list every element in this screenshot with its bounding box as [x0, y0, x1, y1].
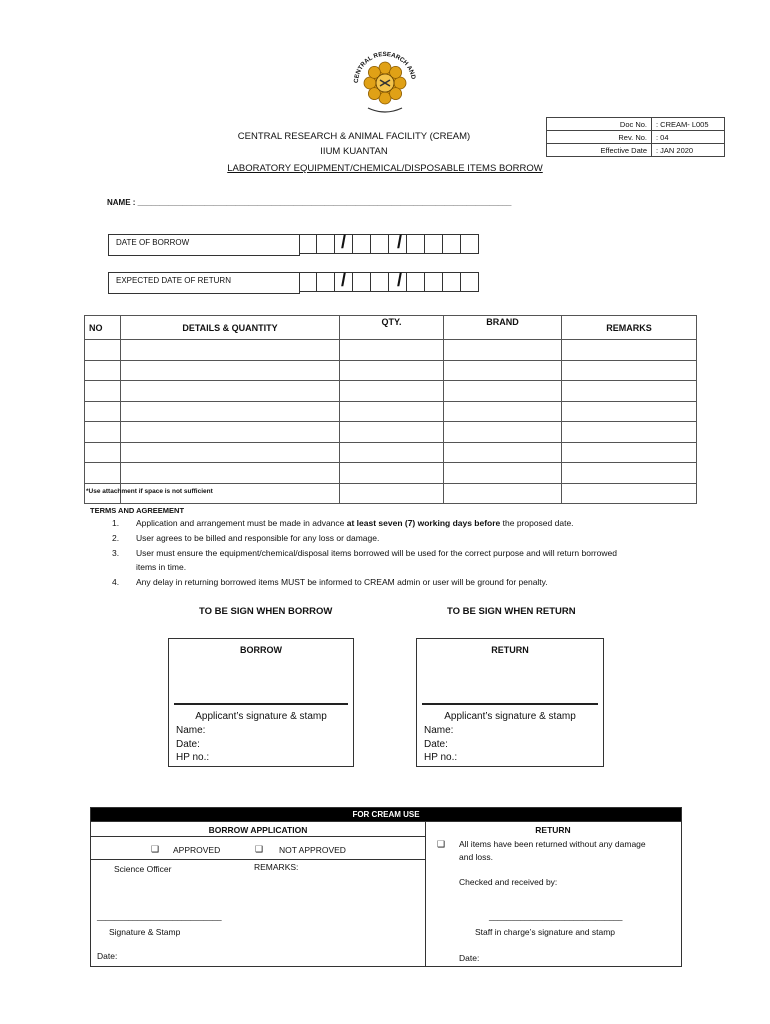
table-cell[interactable] [85, 381, 121, 402]
date-of-borrow-cells[interactable] [299, 234, 479, 254]
attachment-note: *Use attachment if space is not sufficient [86, 488, 213, 495]
table-cell[interactable] [444, 442, 562, 463]
column-divider [425, 821, 426, 966]
hp-label: HP no.: [176, 752, 210, 763]
returned-checkbox[interactable]: ❑ [437, 839, 446, 849]
terms-item [112, 546, 617, 561]
table-cell[interactable] [85, 422, 121, 443]
doc-no-label: Doc No. [547, 118, 652, 131]
doc-no-value: : CREAM- L005 [652, 118, 725, 131]
name-label: Name: [176, 725, 206, 736]
terms-item-text: items in time. [136, 562, 187, 572]
table-cell[interactable] [85, 463, 121, 484]
date-separator: / [341, 232, 347, 252]
date-separator: / [341, 270, 347, 290]
return-box-title: RETURN [491, 645, 529, 655]
date-right-label: Date: [459, 953, 480, 963]
col-details: DETAILS & QUANTITY [121, 316, 340, 340]
table-row [85, 463, 697, 484]
table-cell[interactable] [340, 483, 444, 504]
date-label: Date: [424, 739, 448, 750]
cream-use-section [90, 807, 682, 967]
sign-borrow-title: TO BE SIGN WHEN BORROW [199, 606, 333, 617]
cream-logo [344, 42, 426, 124]
sign-return-title: TO BE SIGN WHEN RETURN [447, 606, 576, 617]
return-statement-line2: and loss. [459, 852, 494, 862]
table-row [85, 401, 697, 422]
terms-item-text: User agrees to be billed and responsible for any loss or damage. [136, 533, 380, 543]
signature-line [422, 703, 598, 705]
date-separator: / [397, 232, 403, 252]
table-cell[interactable] [121, 401, 340, 422]
date-separator: / [397, 270, 403, 290]
form-title: LABORATORY EQUIPMENT/CHEMICAL/DISPOSABLE ITEMS BORROW [227, 163, 543, 174]
effective-date-label: Effective Date [547, 144, 652, 157]
signature-stamp-label: Signature & Stamp [109, 927, 181, 937]
terms-item [112, 531, 379, 546]
terms-item-text-end: the proposed date. [500, 518, 574, 528]
col-no: NO [85, 316, 121, 340]
table-cell[interactable] [444, 422, 562, 443]
table-cell[interactable] [444, 483, 562, 504]
table-cell[interactable] [121, 442, 340, 463]
date-left-label: Date: [97, 951, 118, 961]
staff-signature-label: Staff in charge’s signature and stamp [475, 927, 616, 937]
table-cell[interactable] [85, 401, 121, 422]
terms-item-number: 4. [112, 577, 120, 587]
terms-item-text: Application and arrangement must be made in advance [136, 518, 347, 528]
table-row [85, 381, 697, 402]
rev-no-value: : 04 [652, 131, 725, 144]
return-statement-line1: All items have been returned without any damage [459, 839, 646, 849]
applicant-signature-caption: Applicant’s signature & stamp [195, 711, 327, 722]
hp-label: HP no.: [424, 752, 458, 763]
checked-received-label: Checked and received by: [459, 877, 558, 887]
return-signature-box[interactable] [416, 638, 604, 767]
table-row [85, 442, 697, 463]
effective-date-value: : JAN 2020 [652, 144, 725, 157]
table-cell[interactable] [121, 360, 340, 381]
table-cell[interactable] [562, 360, 697, 381]
table-cell[interactable] [562, 483, 697, 504]
terms-title: TERMS AND AGREEMENT [90, 506, 185, 515]
table-cell[interactable] [562, 422, 697, 443]
table-cell[interactable] [444, 463, 562, 484]
terms-item-number: 1. [112, 518, 120, 528]
borrow-application-heading: BORROW APPLICATION [208, 825, 308, 835]
borrow-signature-box[interactable] [168, 638, 354, 767]
table-cell[interactable] [340, 463, 444, 484]
table-cell[interactable] [85, 442, 121, 463]
terms-item [112, 516, 574, 531]
col-remarks: REMARKS [562, 316, 697, 340]
table-cell[interactable] [562, 463, 697, 484]
remarks-label: REMARKS: [254, 862, 299, 872]
terms-item-emphasis: at least seven (7) working days before [346, 518, 501, 528]
logo-ring-text: CENTRAL RESEARCH AND [352, 50, 417, 84]
table-row [85, 422, 697, 443]
signature-line [174, 703, 348, 705]
table-cell[interactable] [562, 401, 697, 422]
name-label: Name: [424, 725, 454, 736]
table-cell[interactable] [444, 340, 562, 361]
rev-no-label: Rev. No. [547, 131, 652, 144]
signature-line-left: ____________________________ [97, 912, 222, 921]
terms-item-number: 2. [112, 533, 120, 543]
table-cell[interactable] [340, 340, 444, 361]
terms-item [112, 560, 186, 575]
not-approved-label: NOT APPROVED [279, 845, 346, 855]
signature-line-right: ______________________________ [489, 912, 623, 921]
table-cell[interactable] [340, 360, 444, 381]
table-cell[interactable] [85, 340, 121, 361]
expected-return-label-box [108, 272, 300, 294]
campus-name: IIUM KUANTAN [320, 146, 388, 157]
date-label: Date: [176, 739, 200, 750]
table-cell[interactable] [444, 360, 562, 381]
borrow-box-title: BORROW [240, 645, 282, 655]
table-cell[interactable] [121, 463, 340, 484]
date-of-borrow-label-box [108, 234, 300, 256]
table-cell[interactable] [562, 340, 697, 361]
terms-list [0, 516, 770, 596]
table-cell[interactable] [340, 442, 444, 463]
name-field[interactable]: NAME : ____________________________________________________________________________________ [107, 198, 512, 207]
table-cell[interactable] [444, 401, 562, 422]
table-cell[interactable] [340, 381, 444, 402]
approved-label: APPROVED [173, 845, 221, 855]
table-cell[interactable] [562, 381, 697, 402]
items-table [84, 315, 697, 504]
table-cell[interactable] [340, 422, 444, 443]
cream-use-title: FOR CREAM USE [91, 808, 681, 821]
table-row [85, 340, 697, 361]
org-name: CENTRAL RESEARCH & ANIMAL FACILITY (CREAM) [237, 131, 471, 142]
terms-item [112, 575, 548, 590]
table-cell[interactable] [85, 360, 121, 381]
science-officer-label: Science Officer [114, 864, 172, 874]
table-row [85, 360, 697, 381]
terms-item-text: Any delay in returning borrowed items MUST be informed to CREAM admin or user will be ground for penalty. [136, 577, 548, 587]
table-cell[interactable] [121, 340, 340, 361]
not-approved-checkbox[interactable]: ❑ [255, 844, 264, 854]
table-cell[interactable] [562, 442, 697, 463]
date-of-borrow-label: DATE OF BORROW [116, 238, 190, 247]
col-brand: BRAND [444, 316, 562, 340]
expected-return-cells[interactable] [299, 272, 479, 292]
terms-item-number: 3. [112, 548, 120, 558]
doc-meta-table [546, 117, 725, 157]
table-cell[interactable] [121, 381, 340, 402]
applicant-signature-caption: Applicant’s signature & stamp [444, 711, 576, 722]
table-cell[interactable] [340, 401, 444, 422]
table-cell[interactable] [444, 381, 562, 402]
expected-return-label: EXPECTED DATE OF RETURN [116, 276, 231, 285]
approved-checkbox[interactable]: ❑ [151, 844, 160, 854]
terms-item-text: User must ensure the equipment/chemical/disposal items borrowed will be used for the correct purpose and will return borrowed [136, 548, 617, 558]
return-heading: RETURN [535, 825, 571, 835]
col-qty: QTY. [340, 316, 444, 340]
table-cell[interactable] [121, 422, 340, 443]
